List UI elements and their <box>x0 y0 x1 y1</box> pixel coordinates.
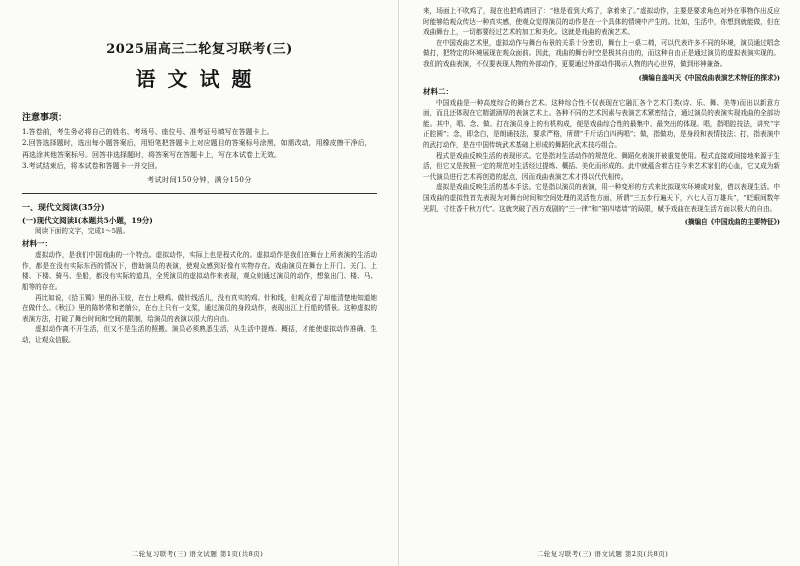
material-two-para-2: 程式是戏曲反映生活的表现形式。它是指对生活动作的规范化、舞蹈化表演并被重复使用。程式直接或间接地来源于生活，但它又是按照一定的规范对生活经过提炼、概括、美化而形成的。此中就蕴含着古往今来艺术家们的心血，它又成为新一代演员进行艺术再创造的起点，因而戏曲表演艺术才得以代代相传。 <box>423 151 780 181</box>
section-heading: 一、现代文阅读(35分) <box>22 201 105 212</box>
left-page <box>0 0 395 566</box>
exam-title: 2025届高三二轮复习联考(三) <box>106 42 293 57</box>
right-page <box>405 0 800 566</box>
notice-item-3: 3.考试结束后，将本试卷和答题卡一并交回。 <box>22 162 162 171</box>
left-page-footer: 二轮复习联考(三) 语文试题 第1页(共8页) <box>131 550 264 558</box>
material-one-para-1: 虚拟动作，是我们中国戏曲的一个特点。虚拟动作，实际上也是程式化的。虚拟动作是我们在舞台上所表演的生活动作，都是在没有实际东西的情况下，借助演员的表演，使观众感到好像有实物存在。戏曲演员在舞台上开门、关门、上楼、下楼、骑马、坐船，都没有实际的道具，全凭演员的虚拟动作来表现，观众则通过演员的动作，想象出门、楼、马、船等的存在。 <box>22 251 377 291</box>
subject-title: 语文试题 <box>135 67 264 91</box>
material-two-label: 材料二： <box>423 86 453 96</box>
subsection-heading: (一)现代文阅读Ⅰ(本题共5小题，19分) <box>22 215 153 225</box>
notice-heading: 注意事项： <box>22 113 68 123</box>
right-page-footer: 二轮复习联考(三) 语文试题 第2页(共8页) <box>536 550 669 558</box>
continued-para-2: 在中国戏曲艺术里，虚拟动作与舞台布景的关系十分密切，舞台上一桌二椅，可以代表许多不同的环境，演员通过唱念做打，把特定的环境展现在观众面前。因此，戏曲的舞台时空是极其自由的，而这种自由正是通过演员的虚拟表演实现的。我们的戏曲表演，不仅要表现人物的外部动作，更要通过外部动作揭示人物的内心世界，做到形神兼备。 <box>423 38 780 68</box>
material-one-label: 材料一： <box>22 239 52 249</box>
material-two-source: (摘编自《中国戏曲的主要特征》) <box>684 218 780 227</box>
notice-item-2: 2.回答选择题时，选出每小题答案后，用铅笔把答题卡上对应题目的答案标号涂黑，如需改动，用橡皮擦干净后，再选涂其他答案标号。回答非选择题时，将答案写在答题卡上，写在本试卷上无效。 <box>22 139 372 159</box>
material-two-para-1: 中国戏曲是一种高度综合的舞台艺术。这种综合性不仅表现在它融汇各个艺术门类(诗、乐、舞、美等)而出以新意方面，而且还体现在它精湛涵厚的表演艺术上。各种不同的艺术因素与表演艺术紧密结合，通过演员的表演实现戏曲的全部功能。其中，唱、念、做、打在演员身上的有机构成，便是戏曲综合性的最集中、最突出的体现。唱，指唱腔技法，讲究“字正腔圆”；念，即念白，是朗诵技法，要求严格，所谓“千斤话白四两唱”；做，指做功，是身段和表情技法；打，指表演中的武打动作，是在中国传统武术基础上形成的舞蹈化武术技巧组合。 <box>423 98 780 149</box>
notice-item-1: 1.答卷前，考生务必将自己的姓名、考场号、座位号、准考证号填写在答题卡上。 <box>22 128 274 136</box>
section-divider <box>22 193 377 194</box>
page-divider <box>398 0 399 566</box>
material-one-para-2: 再比如说，《拾玉镯》里的孙玉姣，在台上喂鸡、做针线活儿，没有真实的鸡、针和线，但观众看了却能清楚地知道她在做什么。《秋江》里的陈妙常和老艄公，在台上只有一支桨，通过演员的身段动作，表现出江上行船的情景。这种虚拟的表演方法，打破了舞台时间和空间的限制，给演员的表演以很大的自由。 <box>22 293 377 323</box>
exam-time-info: 考试时间150分钟，满分150分 <box>147 175 252 184</box>
continued-para-1: 来，场面上不吹鸡了，现在也把鸡请回了：“他是看到大鸡了，拿着来了。”虚拟动作，主要是要求角色对外在事物作出反应时能够给观众传达一种真实感，使观众觉得演员的动作是在一个具体的情境中产生的。比如，生活中，你想到就能做，但在戏曲舞台上，一切都要经过艺术的加工和美化。这就是戏曲的表演艺术。 <box>423 7 780 37</box>
reading-instruction: 阅读下面的文字，完成1～5题。 <box>35 226 130 235</box>
material-one-source: (摘编自盖叫天《中国戏曲表演艺术特征的探求》) <box>638 73 780 82</box>
material-two-para-3: 虚拟是戏曲反映生活的基本手法。它是指以演员的表演，用一种变形的方式来比拟现实环境或对象，借以表现生活。中国戏曲的虚拟性首先表现为对舞台时间和空间处理的灵活性方面，所谓“三五步行遍天下，六七人百万雄兵”，“眨眼间数年光阴，寸炷香千秋万代”。这就突破了西方戏剧的“三一律”和“第四堵墙”的局限，赋予戏曲在表现生活方面以极大的自由。 <box>423 183 780 213</box>
material-one-para-3: 虚拟动作离不开生活，但又不是生活的照搬。演员必须熟悉生活，从生活中提炼、概括，才能使虚拟动作准确、生动，让观众信服。 <box>22 325 377 344</box>
